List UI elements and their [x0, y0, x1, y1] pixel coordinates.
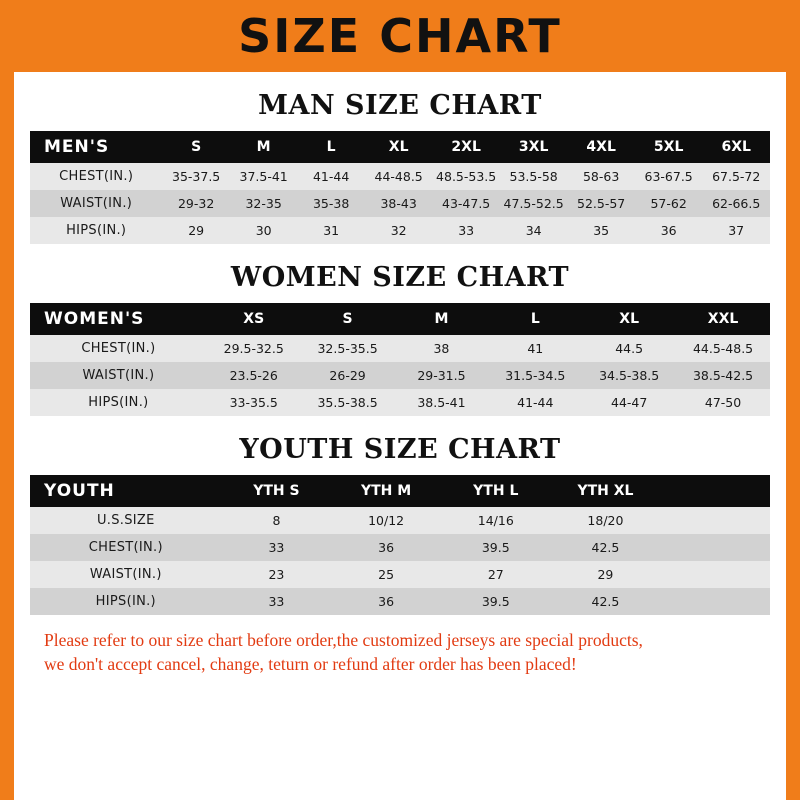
cell: 36	[378, 594, 395, 609]
cell-spacer	[660, 561, 770, 588]
page-title: SIZE CHART	[238, 9, 562, 63]
table-header-row	[30, 303, 770, 335]
table-row	[30, 389, 770, 416]
women-size-table	[30, 303, 770, 416]
row-header-hips: HIPS(IN.)	[95, 594, 156, 609]
cell: 33	[268, 594, 285, 609]
cell: 42.5	[591, 540, 620, 555]
table-row	[30, 534, 770, 561]
cell-spacer	[660, 507, 770, 534]
cell: 67.5-72	[712, 169, 761, 184]
cell: 48.5-53.5	[436, 169, 497, 184]
cell: 37	[728, 223, 745, 238]
col-header-spacer	[660, 475, 770, 507]
cell: 42.5	[591, 594, 620, 609]
cell: 29	[597, 567, 614, 582]
cell: 41-44	[312, 169, 350, 184]
cell: 37.5-41	[239, 169, 288, 184]
cell: 33	[268, 540, 285, 555]
cell: 36	[660, 223, 677, 238]
col-header-youth: YOUTH	[44, 481, 115, 501]
cell: 62-66.5	[712, 196, 761, 211]
cell: 43-47.5	[442, 196, 491, 211]
row-header-chest: CHEST(IN.)	[81, 341, 156, 356]
col-header-xl: XL	[388, 139, 409, 155]
cell: 47.5-52.5	[503, 196, 564, 211]
cell: 34	[525, 223, 542, 238]
table-row	[30, 190, 770, 217]
banner	[0, 0, 800, 72]
cell: 44.5	[615, 341, 644, 356]
cell: 18/20	[587, 513, 624, 528]
row-header-chest: CHEST(IN.)	[59, 169, 134, 184]
col-header-yth-m: YTH M	[360, 483, 412, 499]
cell: 35.5-38.5	[317, 395, 378, 410]
cell: 27	[487, 567, 504, 582]
table-row	[30, 507, 770, 534]
col-header-m: M	[256, 139, 271, 155]
col-header-yth-s: YTH S	[253, 483, 300, 499]
footnote	[44, 629, 756, 676]
cell: 39.5	[481, 540, 510, 555]
cell: 14/16	[477, 513, 514, 528]
col-header-6xl: 6XL	[721, 139, 751, 155]
cell: 25	[378, 567, 395, 582]
footnote-line-2: we don't accept cancel, change, teturn or refund after order has been placed!	[44, 653, 577, 674]
col-header-2xl: 2XL	[451, 139, 481, 155]
section-title-women: WOMEN SIZE CHART	[230, 262, 570, 293]
col-header-4xl: 4XL	[586, 139, 616, 155]
cell: 39.5	[481, 594, 510, 609]
cell: 34.5-38.5	[599, 368, 660, 383]
row-header-us-size: U.S.SIZE	[96, 513, 155, 528]
table-row	[30, 561, 770, 588]
cell: 38-43	[380, 196, 417, 211]
row-header-waist: WAIST(IN.)	[60, 196, 133, 211]
cell: 35-37.5	[172, 169, 221, 184]
table-row	[30, 217, 770, 244]
col-header-l: L	[530, 311, 540, 327]
cell: 23.5-26	[229, 368, 278, 383]
cell: 10/12	[368, 513, 405, 528]
cell: 32-35	[245, 196, 282, 211]
col-header-mens: MEN'S	[44, 137, 110, 157]
section-title-men: MAN SIZE CHART	[258, 90, 542, 121]
col-header-s: S	[342, 311, 353, 327]
col-header-5xl: 5XL	[653, 139, 684, 155]
men-size-table	[30, 131, 770, 244]
cell-spacer	[660, 588, 770, 615]
cell: 35	[593, 223, 610, 238]
youth-size-table	[30, 475, 770, 615]
cell: 58-63	[582, 169, 620, 184]
table-row	[30, 362, 770, 389]
table-row	[30, 335, 770, 362]
col-header-l: L	[326, 139, 336, 155]
section-title-youth: YOUTH SIZE CHART	[239, 434, 561, 465]
cell: 38	[433, 341, 450, 356]
cell: 31	[323, 223, 340, 238]
cell: 57-62	[650, 196, 687, 211]
col-header-s: S	[191, 139, 202, 155]
table-row	[30, 588, 770, 615]
cell: 32	[390, 223, 407, 238]
cell: 35-38	[312, 196, 350, 211]
col-header-yth-xl: YTH XL	[577, 483, 634, 499]
cell: 41-44	[517, 395, 554, 410]
cell: 29-31.5	[417, 368, 466, 383]
cell: 29-32	[177, 196, 215, 211]
cell: 63-67.5	[644, 169, 693, 184]
cell: 8	[272, 513, 281, 528]
cell: 38.5-41	[417, 395, 466, 410]
cell: 36	[378, 540, 395, 555]
cell: 29.5-32.5	[223, 341, 284, 356]
row-header-chest: CHEST(IN.)	[88, 540, 163, 555]
cell: 44-47	[611, 395, 648, 410]
col-header-m: M	[434, 311, 449, 327]
cell: 33-35.5	[229, 395, 278, 410]
col-header-xl: XL	[619, 311, 640, 327]
row-header-hips: HIPS(IN.)	[88, 395, 149, 410]
cell: 52.5-57	[577, 196, 626, 211]
cell: 53.5-58	[509, 169, 558, 184]
cell: 32.5-35.5	[317, 341, 378, 356]
table-header-row	[30, 475, 770, 507]
cell: 38.5-42.5	[692, 368, 754, 383]
cell: 33	[458, 223, 475, 238]
cell: 47-50	[704, 395, 742, 410]
cell: 29	[188, 223, 205, 238]
cell: 30	[255, 223, 272, 238]
col-header-3xl: 3XL	[518, 139, 549, 155]
col-header-yth-l: YTH L	[473, 483, 519, 499]
table-header-row	[30, 131, 770, 163]
cell-spacer	[660, 534, 770, 561]
cell: 44.5-48.5	[692, 341, 754, 356]
table-row	[30, 163, 770, 190]
cell: 41	[527, 341, 544, 356]
content	[14, 90, 786, 676]
cell: 31.5-34.5	[505, 368, 566, 383]
cell: 23	[268, 567, 285, 582]
cell: 44-48.5	[374, 169, 423, 184]
footnote-line-1: Please refer to our size chart before order,the customized jerseys are special products,	[44, 630, 643, 650]
row-header-waist: WAIST(IN.)	[82, 368, 155, 383]
cell: 26-29	[329, 368, 366, 383]
col-header-xxl: XXL	[707, 311, 739, 327]
row-header-waist: WAIST(IN.)	[89, 567, 162, 582]
col-header-xs: XS	[243, 311, 265, 327]
row-header-hips: HIPS(IN.)	[66, 223, 127, 238]
col-header-womens: WOMEN'S	[44, 309, 145, 329]
